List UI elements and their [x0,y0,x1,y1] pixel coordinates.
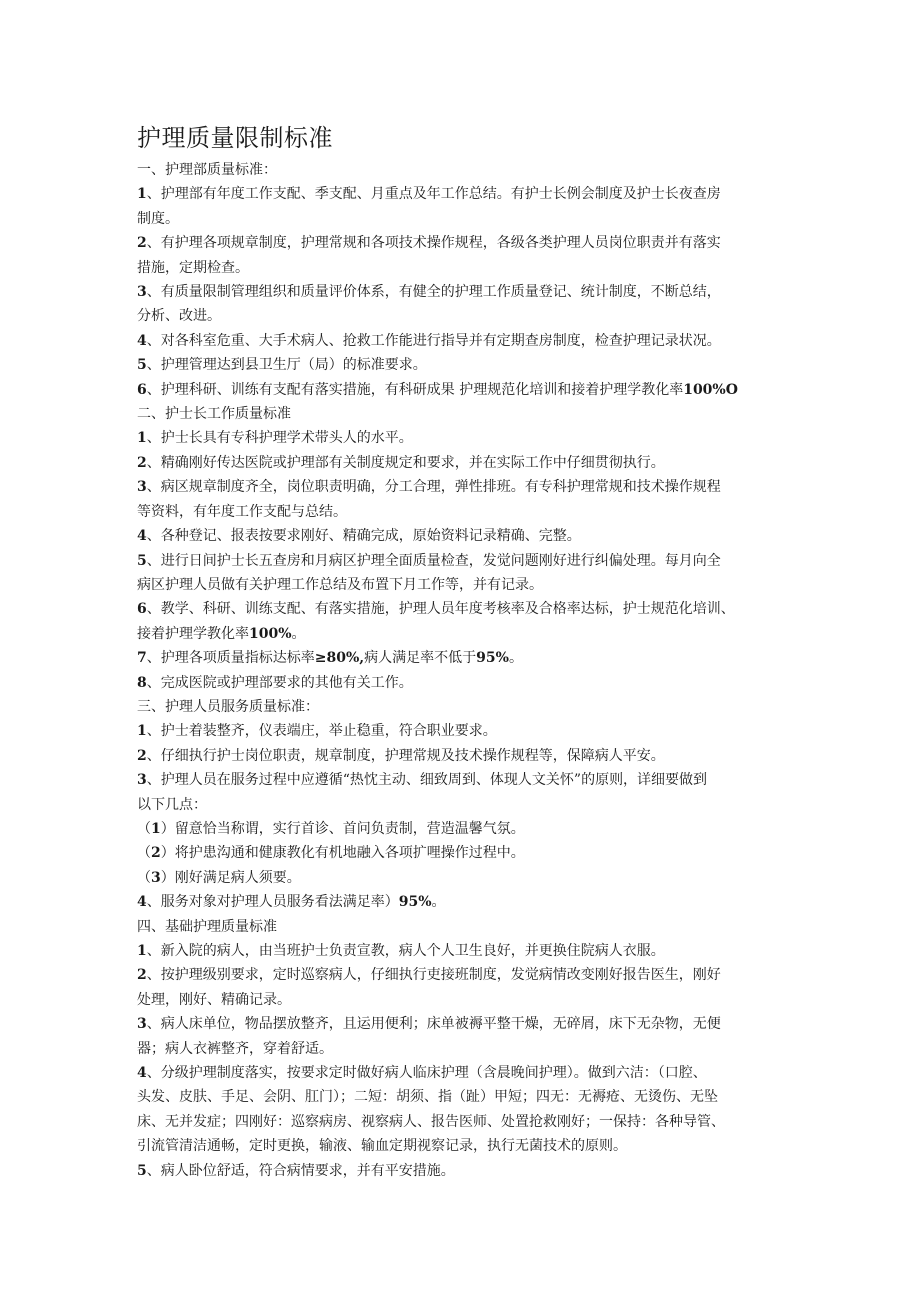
text-line: 四、基础护理质量标准 [137,918,277,935]
text-line: 4、各种登记、报表按要求刚好、精确完成，原始资料记录精确、完整。 [137,528,581,545]
text-line: 2、按护理级别要求，定时巡察病人，仔细执行吏接班制度，发觉病情改变刚好报告医生，刚好 [137,967,721,984]
text-line: 三、护理人员服务质量标准： [137,698,319,715]
text-line: 处理，刚好、精确记录。 [137,991,291,1008]
text-line: 分析、改进。 [137,308,221,325]
text-line: （2）将护患沟通和健康教化有机地融入各项扩哩操作过程中。 [137,845,525,862]
text-line: 5、护理管理达到县卫生厅（局）的标准要求。 [137,357,427,374]
text-line: 器；病人衣裤整齐，穿着舒适。 [137,1040,333,1057]
text-line: （3）刚好满足病人须要。 [137,869,301,886]
text-line: 3、病区规章制度齐全，岗位职责明确，分工合理，弹性排班。有专科护理常规和技术操作规程 [137,479,721,496]
text-line: 1、护士长具有专科护理学术带头人的水平。 [137,430,413,447]
text-line: 1、新入院的病人，由当班护士负责宣教，病人个人卫生良好，并更换住院病人衣服。 [137,943,665,959]
text-line: 引流管清洁通畅，定时更换，输液、输血定期视察记录，执行无菌技术的原则。 [137,1138,627,1155]
document-body [137,158,787,1183]
text-line: 头发、皮肤、手足、会阴、肛门）；二短：胡须、指（趾）甲短；四无：无褥疮、无烫伤、无坠 [137,1089,718,1106]
text-line: 一、护理部质量标准： [137,162,277,178]
text-line: 2、有护理各项规章制度，护理常规和各项技术操作规程，各级各类护理人员岗位职责并有落实 [137,235,721,252]
text-line: 3、有质量限制管理组织和质量评价体系，有健全的护理工作质量登记、统计制度，不断总结， [137,284,721,301]
text-line: 4、分级护理制度落实，按要求定时做好病人临床护理（含晨晚间护理）。做到六洁：（口腔、 [137,1065,707,1082]
text-line: 病区护理人员做有关护理工作总结及布置下月工作等，并有记录。 [137,576,543,593]
text-line: 3、病人床单位，物品摆放整齐，且运用便利；床单被褥平整干燥，无碎屑，床下无杂物，无便 [137,1016,721,1033]
text-line: 二、护士长工作质量标准 [137,406,291,423]
text-line: 6、护理科研、训练有支配有落实措施，有科研成果 护理规范化培训和接着护理学教化率100%O [137,381,738,398]
text-line: 床、无并发症；四刚好：巡察病房、视察病人、报告医师、处置抢救刚好；一保持：各种导管、 [137,1113,725,1130]
text-line: 6、教学、科研、训练支配、有落实措施，护理人员年度考核率及合格率达标，护士规范化培训、 [137,601,735,618]
page-title: 护理质量限制标准 [137,124,333,152]
text-line: 以下几点： [137,796,207,813]
text-line: 2、精确刚好传达医院或护理部有关制度规定和要求，并在实际工作中仔细贯彻执行。 [137,454,665,471]
text-line: 等资料，有年度工作支配与总结。 [137,503,347,520]
text-line: 5、进行日间护士长五查房和月病区护理全面质量检查，发觉问题刚好进行纠偏处理。每月向全 [137,552,721,569]
text-line: 5、病人卧位舒适，符合病情要求，并有平安措施。 [137,1162,455,1179]
text-line: 4、服务对象对护理人员服务看法满足率）95%。 [137,894,446,911]
text-line: 接着护理学教化率100%。 [137,625,306,642]
text-line: 4、对各科室危重、大手术病人、抢救工作能进行指导并有定期查房制度，检查护理记录状况。 [137,332,721,349]
text-line: （1）留意恰当称谓，实行首诊、首问负责制，营造温馨气氛。 [137,820,525,837]
text-line: 7、护理各项质量指标达标率≥80%,病人满足率不低于95%。 [137,650,523,667]
text-line: 措施，定期检查。 [137,259,249,276]
text-line: 2、仔细执行护士岗位职责，规章制度，护理常规及技术操作规程等，保障病人平安。 [137,747,665,764]
text-line: 制度。 [137,210,179,227]
text-line: 8、完成医院或护理部要求的其他有关工作。 [137,674,413,691]
text-line: 1、护理部有年度工作支配、季支配、月重点及年工作总结。有护士长例会制度及护士长夜查房 [137,186,721,203]
text-line: 3、护理人员在服务过程中应遵循“热忱主动、细致周到、体现人文关怀”的原则，详细要做到 [137,772,708,789]
text-line: 1、护士着装整齐，仪表端庄，举止稳重，符合职业要求。 [137,723,497,740]
